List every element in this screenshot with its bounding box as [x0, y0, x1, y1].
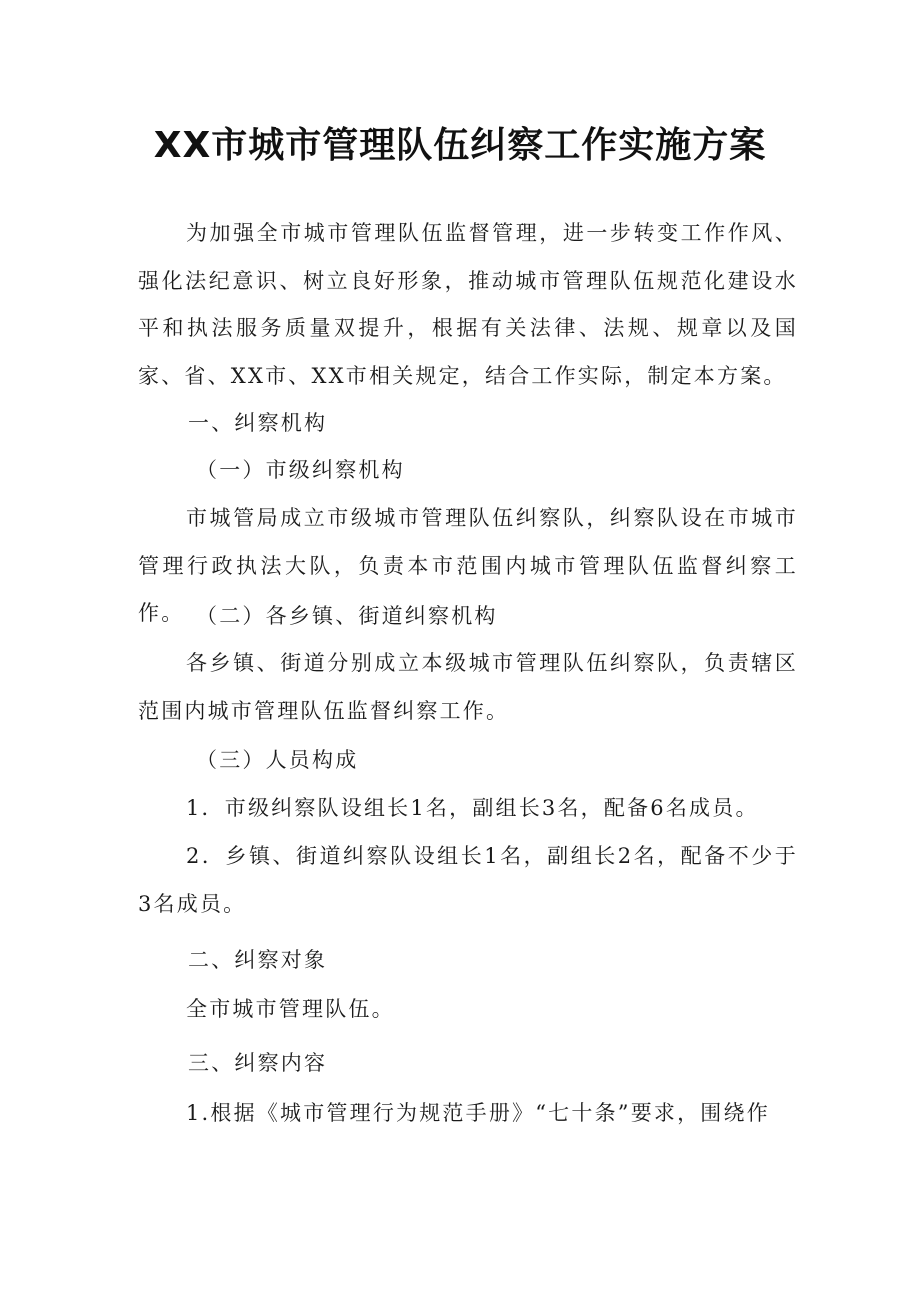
content-item-1: 1.根据《城市管理行为规范手册》“七十条”要求，围绕作: [186, 1101, 770, 1125]
subsection-heading-city-level: （一）市级纠察机构: [196, 458, 405, 482]
subsection-heading-township-level: （二）各乡镇、街道纠察机构: [196, 604, 498, 628]
section-heading-content: 三、纠察内容: [188, 1051, 328, 1075]
subsection-heading-staffing: （三）人员构成: [196, 748, 359, 772]
section-heading-targets: 二、纠察对象: [188, 948, 328, 972]
city-level-paragraph: 市城管局成立市级城市管理队伍纠察队，纠察队设在市城市管理行政执法大队，负责本市范围内城市管理队伍监督纠察工作。: [138, 506, 798, 625]
document-title: XX市城市管理队伍纠察工作实施方案: [153, 125, 767, 166]
township-level-paragraph: 各乡镇、街道分别成立本级城市管理队伍纠察队，负责辖区范围内城市管理队伍监督纠察工作。: [138, 651, 798, 723]
intro-paragraph: 为加强全市城市管理队伍监督管理，进一步转变工作作风、强化法纪意识、树立良好形象，推动城市管理队伍规范化建设水平和执法服务质量双提升，根据有关法律、法规、规章以及国家、省、XX市、XX市相关规定，结合工作实际，制定本方案。: [138, 221, 798, 388]
staffing-item-1: 1．市级纠察队设组长1名，副组长3名，配备6名成员。: [186, 796, 759, 820]
targets-paragraph: 全市城市管理队伍。: [186, 997, 395, 1021]
staffing-item-2: 2．乡镇、街道纠察队设组长1名，副组长2名，配备不少于3名成员。: [138, 844, 798, 916]
section-heading-organization: 一、纠察机构: [188, 411, 328, 435]
